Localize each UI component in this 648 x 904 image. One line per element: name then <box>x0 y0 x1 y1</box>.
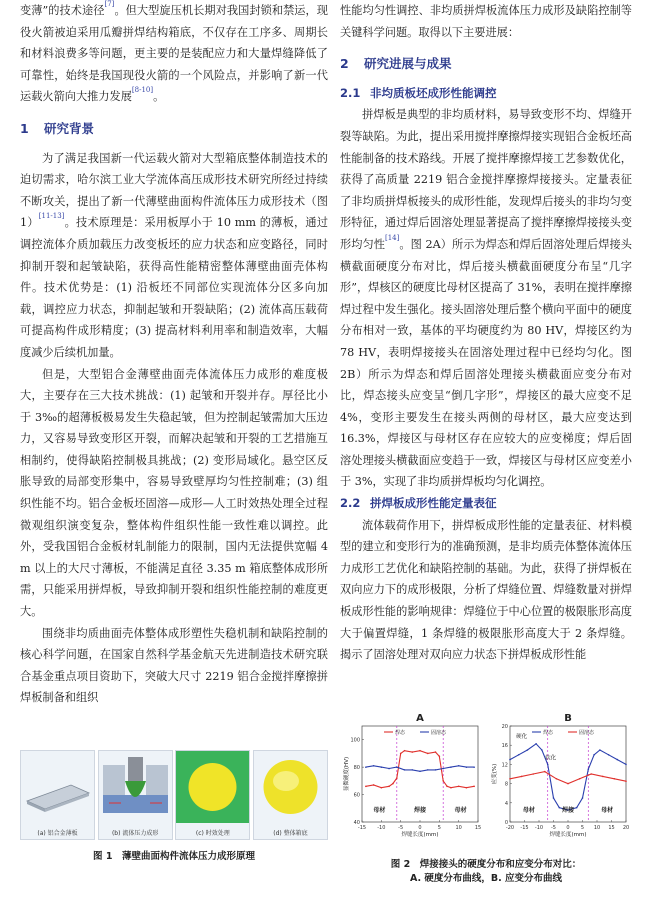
region-label: 母材 <box>373 807 386 814</box>
data-point <box>381 787 383 789</box>
paragraph-background-2: 但是，大型铝合金薄壁曲面壳体流体压力成形的难度极大，主要存在三大技术挑战：(1) 起皱和开裂并存。厚径比小于 3‰的超薄板极易发生失稳起皱，但为控制起皱需加大压边力，又容易导致变形区开裂，而解决起皱和开裂的工艺措施互相制约，使得缺陷控制极具挑战；(2) 变形局域化。悬空区反胀导致的局部变形集中，容易导致壁厚均匀性控制难；(3) 组织性能不均。铝合金板坯固溶—成形—人工时效热处理全过程微观组织演变复杂，整体构件组织性能一致性难以调控。此外，受我国铝合金板材轧制能力的限制，国内无法提供宽幅 4 m 以上的大尺寸薄板，不能满足直径 3.35 m 箱底整体成形所需，只能采用拼焊板，导致抑制开裂和组织性能控制的难度更大。 <box>20 367 328 619</box>
figure-1-panels <box>20 750 328 840</box>
data-point <box>427 769 429 771</box>
figure-1 <box>20 750 328 870</box>
right-column <box>340 0 632 666</box>
data-point <box>435 769 437 771</box>
data-point <box>541 749 543 751</box>
data-point <box>625 780 627 782</box>
figure-2 <box>340 712 632 892</box>
data-point <box>466 766 468 768</box>
x-tick-label: -5 <box>551 825 556 831</box>
data-point <box>527 749 529 751</box>
figure-2-caption-line1: 图 2 焊接接头的硬度分布和应变分布对比： <box>390 859 582 870</box>
y-axis-label: 显微硬度(HV) <box>344 756 350 792</box>
x-tick-label: -10 <box>534 825 544 831</box>
section-heading-progress: 2 研究进展与成果 <box>340 56 452 72</box>
data-point <box>392 783 394 785</box>
x-tick-label: -15 <box>520 825 529 831</box>
dome-illustration <box>254 751 327 823</box>
legend-label: 焊态 <box>395 730 406 736</box>
data-point <box>532 773 534 775</box>
right-continuation: 性能均匀性调控、非均质拼焊板流体压力成形及缺陷控制等关键科学问题。取得以下主要进展： <box>340 4 632 39</box>
data-point <box>614 778 616 780</box>
x-tick-label: 10 <box>455 825 462 831</box>
section-heading-background: 1 研究背景 <box>20 120 95 136</box>
left-column <box>20 0 328 709</box>
figure-2-charts <box>340 712 632 850</box>
x-tick-label: -15 <box>357 825 367 831</box>
chart-annotation: 硬化 <box>516 734 528 740</box>
data-point <box>404 750 406 752</box>
data-point <box>404 769 406 771</box>
data-point <box>518 754 520 756</box>
chart-annotation: 软化 <box>545 755 557 762</box>
figure-1-panel-dome: (d) 整体箱底 <box>253 750 328 840</box>
data-point <box>458 786 460 788</box>
data-point <box>544 771 546 773</box>
data-point <box>553 797 555 799</box>
data-point <box>567 783 569 785</box>
chart-panel-title: B <box>564 713 572 724</box>
figure-1-caption: 图 1 薄壁曲面构件流体压力成形原理 <box>93 851 255 862</box>
citation: [14] <box>385 233 400 242</box>
data-point <box>435 751 437 753</box>
paragraph-background-1: 为了满足我国新一代运载火箭对大型箱底整体制造技术的迫切需求，哈尔滨工业大学流体高压成形技术研究所经过持续不断攻关，提出了新一代薄壁曲面构件流体压力成形技术（图 1）[11-13]。技术原理是：采用板厚小于 10 mm 的薄板，通过调控流体介质加载压力改变板坯的应力状态和应变路径，同时抑制开裂和起皱缺陷，获得高性能精密整体薄壁曲面壳体构件。技术优势是：(1) 沿板坯不同部位实现流体分区多向加载，调控应力状态，抑制起皱和开裂缺陷；(2) 流体高压载荷可提高构件成形精度；(3) 提高材料利用率和制造效率，大幅度减少后续机加量。 <box>20 151 329 359</box>
x-axis-label: 焊缝长度(mm) <box>549 832 587 838</box>
paragraph-2-2: 流体载荷作用下，拼焊板成形性能的定量表征、材料模型的建立和变形行为的准确预测，是非均质壳体整体流体压力成形工艺优化和缺陷控制的基础。为此，获得了拼焊板在双向应力下的成形极限，分析了焊缝位置、焊缝数量对拼焊板成形性能的影响规律：焊缝位于中心位置的极限胀形高度大于偏置焊缝，1 条焊缝的极限胀形高度大于 2 条焊缝。揭示了固溶处理对双向应力状态下拼焊板成形性能 <box>340 518 632 662</box>
x-tick-label: 10 <box>593 825 601 831</box>
data-point <box>588 768 590 770</box>
region-label: 母材 <box>522 807 535 814</box>
forming-illustration <box>99 751 172 823</box>
data-point <box>473 786 475 788</box>
data-point <box>411 751 413 753</box>
x-tick-label: 5 <box>437 825 441 831</box>
y-tick-label: 0 <box>504 820 508 826</box>
data-point <box>599 749 601 751</box>
data-point <box>400 753 402 755</box>
data-point <box>396 766 398 768</box>
intro-continuation: 变薄”的技术途径[7]。但大型旋压机长期对我国封锁和禁运，现役火箭被迫采用瓜瓣拼焊结构箱底，不仅存在工序多、周期长和材料浪费多等问题，更主要的是装配应力和大量焊缝降低了可靠性，始终是我国现役火箭的一个风险点，并影响了新一代运载火箭向大推力发展[8-10]。 <box>20 0 328 104</box>
data-point <box>590 773 592 775</box>
y-tick-label: 100 <box>350 737 360 744</box>
legend-label: 固溶态 <box>579 730 595 736</box>
data-point <box>602 776 604 778</box>
data-point <box>576 807 578 809</box>
paragraph-background-3: 围绕非均质曲面壳体整体成形塑性失稳机制和缺陷控制的核心科学问题，在国家自然科学基金航天先进制造技术研究联合基金重点项目资助下，突破大尺寸 2219 铝合金搅拌摩擦拼焊板制备和组织 <box>20 626 328 705</box>
figure-1-panel-forming: (b) 流体压力成形 <box>98 750 173 840</box>
paragraph-2-1: 拼焊板是典型的非均质材料，易导致变形不均、焊缝开裂等缺陷。为此，提出采用搅拌摩擦焊接实现铝合金板坯高性能制备的技术路线。开展了搅拌摩擦焊接工艺参数优化，获得了高质量 2219 铝合金搅拌摩擦焊接接头。定量表征了非均质拼焊板接头的成形性能，发现焊后接头的非均匀变形特征，通过焊后固溶处理显著提高了搅拌摩擦焊接接头变形均匀性[14]。图 2A）所示为焊态和焊后固溶处理后焊接头横截面硬度分布对比，焊后接头横截面硬度分布呈“几字形”，焊核区的硬度比母材区提高了 31%，表明在搅拌摩擦焊过程中发生强化。接头固溶处理后整个横向平面中的硬度分布相对一致，基体的平均硬度约为 80 HV，焊接区约为 78 HV，表明焊接接头在固溶处理过程中已经均匀化。图 2B）所示为焊态和焊后固溶处理接头横截面应变分布对比，焊态接头应变呈“倒几字形”，焊接区的最大应变不足 4%，变形主要发生在接头两侧的母材区，最大应变达到 16.3%，焊接区与母材区存在应较大的应变梯度；焊后固溶处理接头横截面应变趋于一致，焊接区与母材区应变差小于 3%，实现了非均质拼焊板均匀化调控。 <box>340 108 632 489</box>
data-point <box>579 778 581 780</box>
data-point <box>617 759 619 761</box>
data-point <box>388 786 390 788</box>
x-tick-label: 20 <box>622 825 630 831</box>
data-point <box>521 776 523 778</box>
data-point <box>450 787 452 789</box>
y-tick-label: 60 <box>353 792 360 799</box>
subsection-heading-2-1: 2.1 非均质板坯成形性能调控 <box>340 85 497 100</box>
data-point <box>582 797 584 799</box>
data-point <box>535 743 537 745</box>
y-tick-label: 12 <box>501 762 508 769</box>
data-point <box>458 765 460 767</box>
data-point <box>593 754 595 756</box>
data-point <box>509 759 511 761</box>
data-point <box>373 784 375 786</box>
y-axis-label: 应变(%) <box>492 763 498 785</box>
data-point <box>547 764 549 766</box>
y-tick-label: 4 <box>504 800 508 807</box>
y-tick-label: 20 <box>501 724 508 730</box>
data-point <box>427 753 429 755</box>
region-label: 母材 <box>601 807 614 814</box>
legend-label: 焊态 <box>543 730 554 736</box>
data-point <box>419 770 421 772</box>
data-point <box>446 786 448 788</box>
region-label: 焊接 <box>561 807 575 814</box>
data-point <box>373 765 375 767</box>
x-tick-label: 0 <box>418 825 422 831</box>
figure-1-panel-sheet: (a) 铝合金薄板 <box>20 750 95 840</box>
region-label: 母材 <box>454 807 467 814</box>
data-point <box>473 766 475 768</box>
subsection-heading-2-2: 2.2 拼焊板成形性能定量表征 <box>340 496 497 511</box>
data-point <box>381 766 383 768</box>
region-label: 焊接 <box>413 807 427 814</box>
data-point <box>442 780 444 782</box>
data-point <box>365 786 367 788</box>
x-axis-label: 焊缝长度(mm) <box>401 832 439 838</box>
data-point <box>625 764 627 766</box>
figure-1-panel-aging: (c) 时效处理 <box>175 750 250 840</box>
legend-label: 固溶态 <box>431 730 447 736</box>
x-tick-label: 5 <box>580 825 585 831</box>
data-point <box>419 750 421 752</box>
citation: [8-10] <box>131 86 154 95</box>
data-point <box>411 769 413 771</box>
data-point <box>396 777 398 779</box>
aging-illustration <box>176 751 249 823</box>
figure-2-caption-line2: A. 硬度分布曲线，B. 应变分布曲线 <box>409 873 563 884</box>
data-point <box>365 766 367 768</box>
y-tick-label: 16 <box>501 743 508 750</box>
x-tick-label: -5 <box>398 825 404 831</box>
data-point <box>509 778 511 780</box>
y-tick-label: 40 <box>353 820 360 826</box>
x-tick-label: -10 <box>377 825 386 831</box>
x-tick-label: 15 <box>608 825 615 831</box>
data-point <box>388 768 390 770</box>
sheet-illustration <box>21 751 94 823</box>
x-tick-label: 15 <box>474 825 482 831</box>
data-point <box>439 755 441 757</box>
data-point <box>442 768 444 770</box>
y-tick-label: 80 <box>353 765 360 772</box>
data-point <box>450 766 452 768</box>
data-point <box>556 778 558 780</box>
x-tick-label: -20 <box>505 825 515 831</box>
chart-panel-title: A <box>416 713 424 724</box>
y-tick-label: 8 <box>504 781 508 788</box>
citation: [11-13] <box>38 212 65 221</box>
data-point <box>466 787 468 789</box>
data-point <box>608 754 610 756</box>
citation: [7] <box>104 0 115 8</box>
data-point <box>559 807 561 809</box>
x-tick-label: 0 <box>566 825 570 831</box>
